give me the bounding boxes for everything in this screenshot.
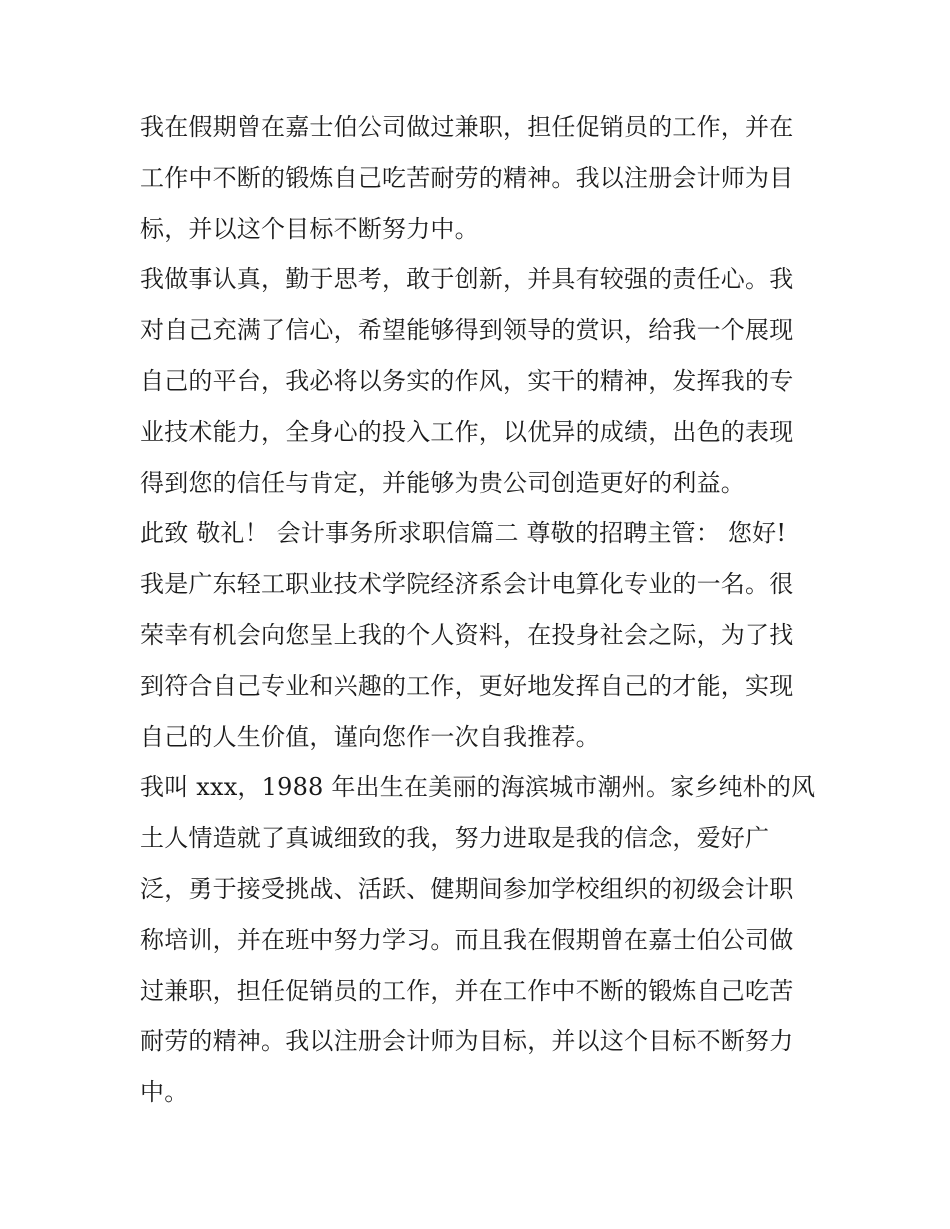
text-line: 到符合自己专业和兴趣的工作，更好地发挥自己的才能，实现: [140, 671, 794, 700]
text-line: 我是广东轻工职业技术学院经济系会计电算化专业的一名。很: [140, 570, 794, 599]
text-line: 中。: [140, 1078, 189, 1107]
text-line: 耐劳的精神。我以注册会计师为目标，并以这个目标不断努力: [140, 1027, 794, 1056]
text-line: 荣幸有机会向您呈上我的个人资料，在投身社会之际，为了找: [140, 620, 794, 649]
text-line: 泛，勇于接受挑战、活跃、健期间参加学校组织的初级会计职: [140, 874, 794, 903]
text-line: 业技术能力，全身心的投入工作，以优异的成绩，出色的表现: [140, 417, 794, 446]
text-line: 此致 敬礼！ 会计事务所求职信篇二 尊敬的招聘主管： 您好!: [140, 519, 787, 548]
text-line: 自己的人生价值，谨向您作一次自我推荐。: [140, 722, 600, 751]
text-line: 工作中不断的锻炼自己吃苦耐劳的精神。我以注册会计师为目: [140, 163, 794, 192]
text-line: 土人情造就了真诚细致的我，努力进取是我的信念，爱好广: [140, 824, 770, 853]
text-line: 对自己充满了信心，希望能够得到领导的赏识，给我一个展现: [140, 316, 794, 345]
text-line: 自己的平台，我必将以务实的作风，实干的精神，发挥我的专: [140, 366, 794, 395]
text-line: 标，并以这个目标不断努力中。: [140, 214, 479, 243]
text-line: 得到您的信任与肯定，并能够为贵公司创造更好的利益。: [140, 468, 745, 497]
text-line: 我在假期曾在嘉士伯公司做过兼职，担任促销员的工作，并在: [140, 113, 794, 141]
text-line: 称培训，并在班中努力学习。而且我在假期曾在嘉士伯公司做: [140, 925, 794, 954]
text-line: 我做事认真，勤于思考，敢于创新，并具有较强的责任心。我: [140, 265, 794, 294]
text-line: 我叫 xxx，1988 年出生在美丽的海滨城市潮州。家乡纯朴的风: [140, 773, 816, 802]
text-line: 过兼职，担任促销员的工作，并在工作中不断的锻炼自己吃苦: [140, 976, 794, 1005]
document-body: [140, 102, 816, 1118]
